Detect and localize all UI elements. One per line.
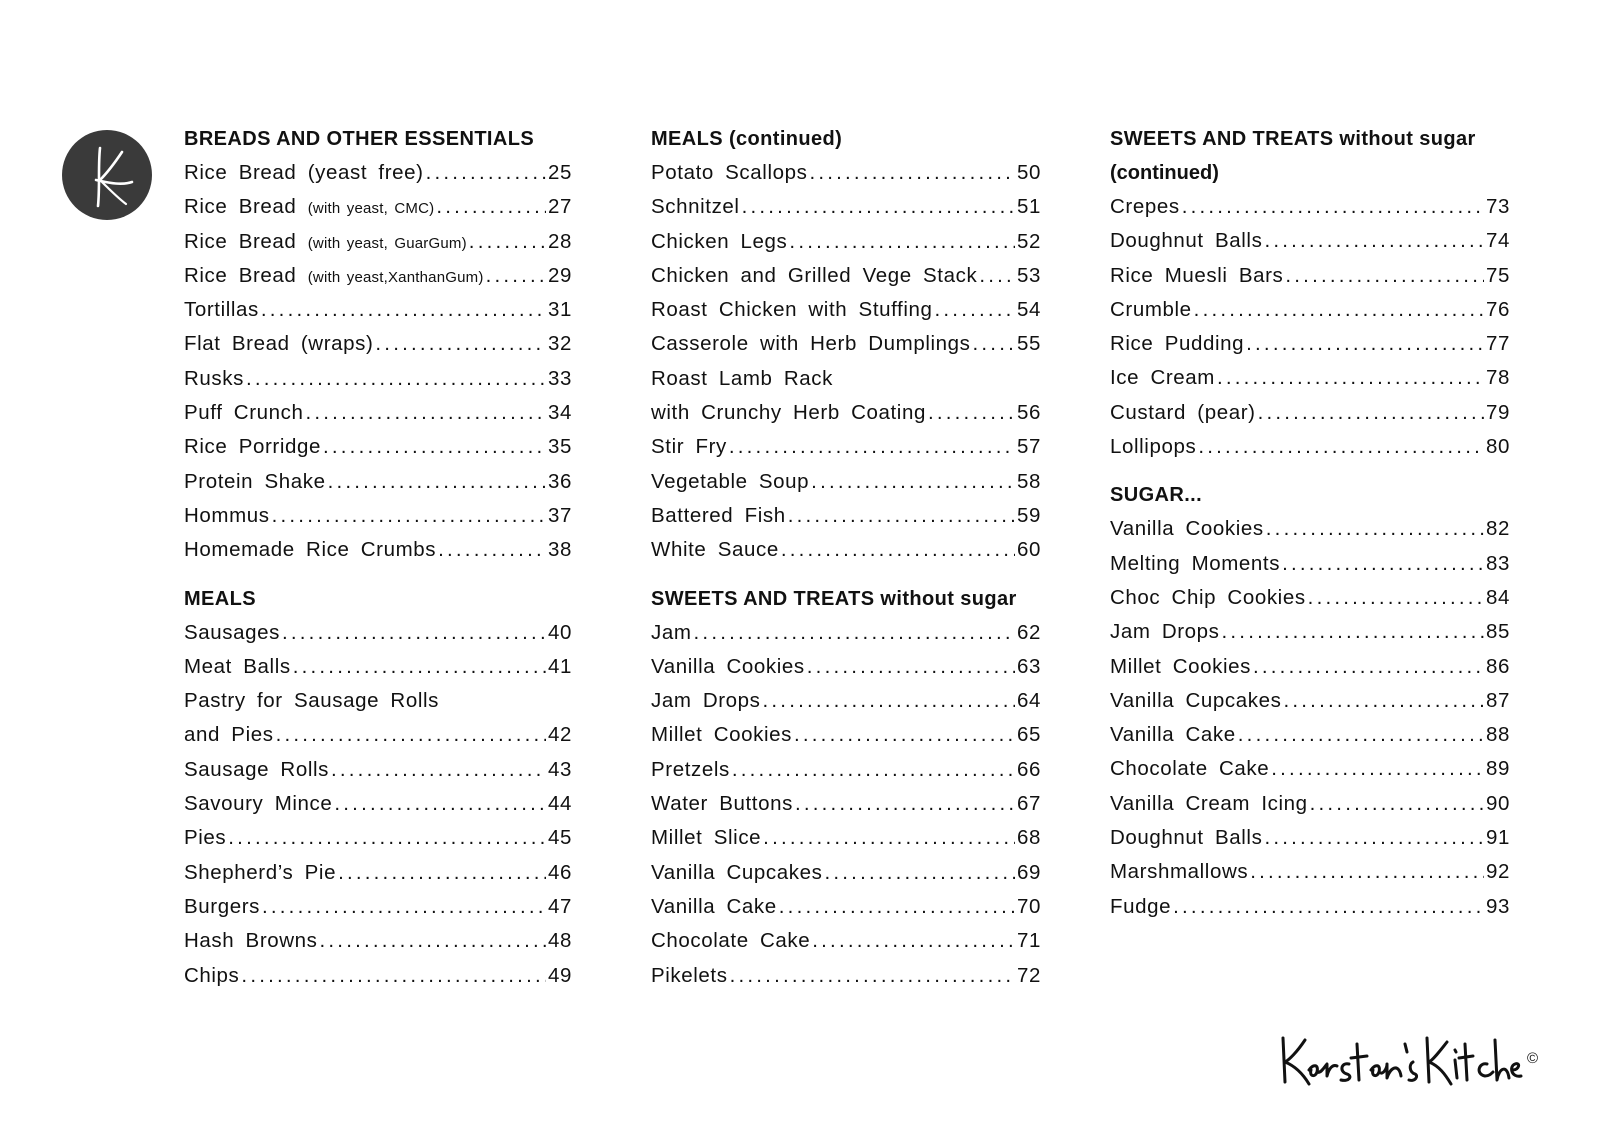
toc-page-number: 74	[1485, 229, 1510, 253]
toc-leader-dots	[1173, 890, 1484, 924]
toc-page-number: 35	[547, 435, 572, 459]
toc-leader-dots	[794, 718, 1015, 752]
toc-entry	[651, 327, 1041, 361]
breads-list	[184, 156, 572, 568]
toc-entry-title: Pretzels	[651, 757, 730, 781]
toc-entry-title: Water Buttons	[651, 792, 793, 816]
toc-entry-title: Crepes	[1110, 195, 1180, 218]
toc-entry-title: Doughnut Balls	[1110, 826, 1263, 850]
toc-page-number: 45	[547, 826, 572, 850]
toc-entry-title: Pikelets	[651, 963, 728, 987]
toc-page-number: 55	[1016, 332, 1041, 356]
section-title-sweets: SWEETS AND TREATS without sugar	[651, 587, 1017, 610]
toc-leader-dots	[338, 856, 546, 890]
toc-entry	[651, 959, 1041, 993]
toc-entry-title: Vanilla Cupcakes	[1110, 688, 1282, 712]
toc-leader-dots	[973, 327, 1015, 361]
toc-leader-dots	[1258, 396, 1484, 430]
toc-entry	[184, 787, 572, 821]
toc-entry-title: Rice Pudding	[1110, 332, 1245, 356]
toc-leader-dots	[276, 718, 546, 752]
toc-page-number: 85	[1485, 620, 1510, 644]
toc-leader-dots	[1253, 650, 1484, 684]
toc-leader-dots	[732, 753, 1015, 787]
toc-leader-dots	[979, 259, 1015, 293]
toc-entry	[1110, 615, 1510, 649]
toc-entry-note: (with yeast, GuarGum)	[307, 234, 467, 252]
toc-entry	[1110, 718, 1510, 752]
toc-entry-title: Flat Bread (wraps)	[184, 332, 374, 356]
toc-page-number: 50	[1016, 161, 1041, 184]
toc-leader-dots	[1282, 547, 1484, 581]
toc-page-number: 51	[1016, 195, 1041, 219]
toc-entry	[184, 533, 572, 567]
toc-entry	[651, 499, 1041, 533]
toc-entry-title: Chocolate Cake	[651, 929, 811, 953]
toc-leader-dots	[1246, 327, 1484, 361]
toc-entry-title: Sausages	[184, 620, 280, 644]
toc-page-number: 69	[1016, 860, 1041, 884]
toc-leader-dots	[763, 821, 1015, 855]
toc-leader-dots	[328, 465, 546, 499]
toc-entry-title: Roast Lamb Rack	[651, 366, 833, 390]
toc-entry	[184, 924, 572, 958]
toc-leader-dots	[1198, 430, 1484, 464]
toc-entry-title: Chocolate Cake	[1110, 757, 1270, 781]
toc-entry-title: Rice Bread (with yeast, CMC)	[184, 195, 435, 219]
toc-leader-dots	[282, 616, 546, 650]
toc-leader-dots	[1238, 718, 1484, 752]
section-title-sweets-continued: SWEETS AND TREATS without sugar	[1110, 128, 1476, 150]
toc-entry-title: Millet Cookies	[1110, 654, 1251, 678]
toc-entry	[651, 362, 1041, 396]
toc-leader-dots	[763, 684, 1015, 718]
toc-page-number: 79	[1485, 400, 1510, 424]
toc-leader-dots	[824, 856, 1015, 890]
toc-page-number: 36	[547, 469, 572, 493]
toc-page-number: 42	[547, 723, 572, 747]
toc-page-number: 87	[1485, 688, 1510, 712]
toc-leader-dots	[1250, 855, 1484, 889]
toc-entry	[184, 225, 572, 259]
toc-page-number: 90	[1485, 791, 1510, 815]
toc-leader-dots	[1194, 293, 1484, 327]
toc-leader-dots	[262, 890, 546, 924]
toc-page-number: 41	[547, 654, 572, 678]
toc-leader-dots	[375, 327, 546, 361]
toc-entry	[184, 959, 572, 993]
toc-leader-dots	[1271, 752, 1484, 786]
toc-entry-title: White Sauce	[651, 538, 779, 562]
toc-entry-title: Stir Fry	[651, 435, 727, 459]
toc-entry-title: Chips	[184, 963, 240, 987]
toc-page-number: 83	[1485, 551, 1510, 575]
toc-entry	[651, 616, 1041, 650]
toc-entry	[651, 787, 1041, 821]
toc-page-number: 72	[1016, 963, 1041, 987]
toc-column-3	[1110, 122, 1510, 924]
toc-page-number: 59	[1016, 503, 1041, 527]
toc-entry-title: Homemade Rice Crumbs	[184, 538, 437, 562]
toc-entry-title: Savoury Mince	[184, 792, 333, 816]
toc-page-number: 38	[547, 538, 572, 562]
toc-page-number: 66	[1016, 757, 1041, 781]
toc-entry-title: Marshmallows	[1110, 860, 1249, 884]
toc-page-number: 37	[547, 503, 572, 527]
toc-page-number: 71	[1016, 929, 1041, 953]
meals-list	[184, 616, 572, 993]
toc-entry	[651, 465, 1041, 499]
toc-page-number: 53	[1016, 263, 1041, 287]
toc-entry	[1110, 890, 1510, 924]
toc-entry	[184, 753, 572, 787]
toc-page-number: 89	[1485, 757, 1510, 781]
section-title-breads: BREADS AND OTHER ESSENTIALS	[184, 128, 535, 150]
toc-page-number: 57	[1016, 435, 1041, 459]
toc-entry-title: Tortillas	[184, 298, 259, 322]
toc-leader-dots	[935, 293, 1015, 327]
toc-page-number: 32	[547, 332, 572, 356]
toc-leader-dots	[486, 259, 546, 293]
toc-entry	[651, 821, 1041, 855]
toc-entry	[651, 753, 1041, 787]
toc-entry-title: Choc Chip Cookies	[1110, 585, 1306, 609]
toc-page-number: 56	[1016, 401, 1041, 425]
meals-continued-list	[651, 156, 1041, 568]
toc-entry	[1110, 821, 1510, 855]
toc-entry	[1110, 512, 1510, 546]
toc-leader-dots	[1264, 821, 1484, 855]
toc-entry	[1110, 855, 1510, 889]
toc-leader-dots	[228, 821, 546, 855]
toc-entry-title: Millet Cookies	[651, 723, 792, 747]
toc-entry-title: Casserole with Herb Dumplings	[651, 332, 971, 356]
toc-entry-title: Shepherd’s Pie	[184, 860, 337, 884]
toc-leader-dots	[469, 225, 546, 259]
toc-entry-title: Vanilla Cream Icing	[1110, 791, 1308, 815]
toc-entry-title: Pastry for Sausage Rolls	[184, 689, 439, 713]
toc-leader-dots	[1283, 684, 1484, 718]
toc-page-number: 46	[547, 860, 572, 884]
toc-entry	[184, 616, 572, 650]
toc-entry	[651, 684, 1041, 718]
toc-entry-title: Vanilla Cookies	[1110, 517, 1264, 541]
toc-page-number: 78	[1485, 366, 1510, 390]
sugar-list	[1110, 512, 1510, 924]
toc-page-number: 58	[1016, 469, 1041, 493]
toc-entry-title: Fudge	[1110, 894, 1172, 918]
toc-entry-title: Sausage Rolls	[184, 757, 329, 781]
toc-entry	[1110, 787, 1510, 821]
toc-leader-dots	[1266, 512, 1484, 546]
toc-entry	[184, 465, 572, 499]
toc-page-number: 27	[547, 195, 572, 219]
toc-leader-dots	[305, 396, 546, 430]
toc-leader-dots	[323, 430, 546, 464]
sweets-continued-list	[1110, 190, 1510, 464]
toc-page-number: 67	[1016, 792, 1041, 816]
toc-entry	[1110, 293, 1510, 327]
toc-leader-dots	[1264, 224, 1484, 258]
toc-page-number: 62	[1016, 620, 1041, 644]
toc-entry-title: Jam	[651, 620, 692, 644]
toc-entry	[184, 362, 572, 396]
toc-entry-title: Vanilla Cake	[1110, 723, 1236, 747]
toc-entry	[184, 293, 572, 327]
toc-entry	[184, 499, 572, 533]
toc-entry-title: Melting Moments	[1110, 551, 1281, 575]
toc-entry-title: Millet Slice	[651, 826, 762, 850]
toc-leader-dots	[241, 959, 546, 993]
toc-page-number: 88	[1485, 723, 1510, 747]
toc-leader-dots	[781, 533, 1015, 567]
toc-page-number: 33	[547, 366, 572, 390]
toc-leader-dots	[789, 225, 1015, 259]
toc-leader-dots	[334, 787, 546, 821]
toc-entry-title: Hash Browns	[184, 929, 318, 953]
toc-page-number: 70	[1016, 894, 1041, 918]
toc-entry-title: Crumble	[1110, 297, 1192, 321]
toc-page-number: 31	[547, 298, 572, 322]
toc-entry	[651, 718, 1041, 752]
toc-leader-dots	[809, 156, 1015, 190]
toc-entry-title: Vanilla Cake	[651, 894, 777, 918]
toc-page-number: 47	[547, 894, 572, 918]
toc-entry	[651, 890, 1041, 924]
toc-page-number: 68	[1016, 826, 1041, 850]
toc-entry-title: Custard (pear)	[1110, 400, 1256, 424]
section-subtitle-continued: (continued)	[1110, 162, 1219, 184]
toc-leader-dots	[272, 499, 546, 533]
toc-leader-dots	[331, 753, 546, 787]
toc-entry	[651, 430, 1041, 464]
toc-entry	[651, 396, 1041, 430]
toc-entry	[184, 821, 572, 855]
toc-entry	[184, 684, 572, 718]
toc-leader-dots	[1222, 615, 1484, 649]
toc-entry	[1110, 259, 1510, 293]
toc-page-number: 91	[1485, 826, 1510, 850]
toc-leader-dots	[1217, 361, 1484, 395]
toc-page-number: 73	[1485, 195, 1510, 218]
toc-page-number: 93	[1485, 894, 1510, 918]
toc-entry	[1110, 327, 1510, 361]
toc-entry-title: Schnitzel	[651, 195, 740, 219]
toc-entry-title: Rusks	[184, 366, 244, 390]
toc-page-number: 43	[547, 757, 572, 781]
toc-entry	[651, 156, 1041, 190]
toc-entry	[1110, 396, 1510, 430]
toc-entry	[1110, 224, 1510, 258]
toc-page-number: 52	[1016, 229, 1041, 253]
toc-entry	[651, 293, 1041, 327]
toc-entry-title: Lollipops	[1110, 435, 1197, 459]
toc-entry-title: Jam Drops	[651, 689, 761, 713]
toc-page-number: 49	[547, 963, 572, 987]
toc-leader-dots	[1310, 787, 1484, 821]
toc-entry-title: Vanilla Cookies	[651, 654, 805, 678]
section-title-meals: MEALS	[184, 587, 256, 610]
toc-leader-dots	[730, 959, 1015, 993]
toc-entry-title: Rice Bread (with yeast, GuarGum)	[184, 229, 467, 253]
toc-leader-dots	[246, 362, 546, 396]
sweets-list	[651, 616, 1041, 993]
toc-entry-title: Rice Muesli Bars	[1110, 263, 1284, 287]
toc-page-number: 75	[1485, 263, 1510, 287]
toc-leader-dots	[694, 616, 1015, 650]
toc-entry-title: Jam Drops	[1110, 620, 1220, 644]
toc-leader-dots	[1285, 259, 1484, 293]
toc-leader-dots	[293, 650, 546, 684]
toc-entry-title: Roast Chicken with Stuffing	[651, 298, 933, 322]
toc-entry	[651, 259, 1041, 293]
toc-entry-title: Pies	[184, 826, 227, 850]
toc-leader-dots	[811, 465, 1015, 499]
toc-column-1	[184, 122, 572, 993]
toc-entry-title: Rice Bread (yeast free)	[184, 161, 424, 184]
toc-entry-title: Rice Bread (with yeast,XanthanGum)	[184, 263, 484, 287]
toc-entry-title: with Crunchy Herb Coating	[651, 401, 926, 425]
toc-entry	[184, 856, 572, 890]
toc-page-number: 82	[1485, 517, 1510, 541]
toc-entry	[1110, 752, 1510, 786]
toc-page-number: 92	[1485, 860, 1510, 884]
kerstens-kitchen-signature	[1275, 1030, 1525, 1090]
toc-entry	[184, 718, 572, 752]
toc-entry	[651, 533, 1041, 567]
toc-leader-dots	[261, 293, 546, 327]
toc-page-number: 65	[1016, 723, 1041, 747]
toc-page-number: 80	[1485, 435, 1510, 459]
toc-entry	[1110, 581, 1510, 615]
toc-entry	[184, 890, 572, 924]
toc-leader-dots	[742, 190, 1015, 224]
toc-entry-title: Burgers	[184, 894, 260, 918]
section-title-meals-continued: MEALS (continued)	[651, 128, 843, 150]
toc-page-number: 28	[547, 229, 572, 253]
toc-entry-note: (with yeast,XanthanGum)	[307, 268, 484, 286]
toc-entry	[184, 327, 572, 361]
toc-entry	[651, 190, 1041, 224]
toc-entry-note: (with yeast, CMC)	[307, 200, 435, 218]
toc-page-number: 48	[547, 929, 572, 953]
toc-entry	[184, 259, 572, 293]
toc-entry	[184, 650, 572, 684]
toc-entry	[651, 924, 1041, 958]
toc-leader-dots	[928, 396, 1015, 430]
toc-entry-title: Doughnut Balls	[1110, 229, 1263, 253]
toc-leader-dots	[426, 156, 546, 190]
toc-entry-title: Battered Fish	[651, 503, 786, 527]
toc-leader-dots	[795, 787, 1015, 821]
toc-entry-title: Chicken Legs	[651, 229, 788, 253]
toc-entry	[651, 225, 1041, 259]
toc-entry	[651, 650, 1041, 684]
toc-leader-dots	[436, 190, 546, 224]
toc-page-number: 64	[1016, 689, 1041, 713]
toc-entry-title: Vanilla Cupcakes	[651, 860, 823, 884]
toc-leader-dots	[1308, 581, 1484, 615]
toc-entry-title: Rice Porridge	[184, 435, 321, 459]
toc-page-number: 77	[1485, 332, 1510, 356]
toc-page-number: 54	[1016, 298, 1041, 322]
toc-page-number: 76	[1485, 297, 1510, 321]
toc-entry	[184, 190, 572, 224]
toc-page-number: 40	[547, 620, 572, 644]
toc-entry	[651, 856, 1041, 890]
toc-leader-dots	[779, 890, 1015, 924]
toc-page-number: 84	[1485, 585, 1510, 609]
toc-page-number: 60	[1016, 538, 1041, 562]
toc-entry	[1110, 650, 1510, 684]
copyright-mark: ©	[1527, 1050, 1539, 1067]
toc-entry-title: and Pies	[184, 723, 274, 747]
toc-page-number: 44	[547, 792, 572, 816]
toc-page-number: 86	[1485, 654, 1510, 678]
toc-entry	[1110, 430, 1510, 464]
toc-entry-title: Chicken and Grilled Vege Stack	[651, 263, 978, 287]
toc-page-number: 29	[547, 263, 572, 287]
toc-leader-dots	[320, 924, 546, 958]
toc-entry	[1110, 684, 1510, 718]
toc-entry-title: Protein Shake	[184, 469, 326, 493]
toc-entry	[184, 156, 572, 190]
toc-column-2	[651, 122, 1041, 993]
toc-page-number: 63	[1016, 654, 1041, 678]
toc-leader-dots	[438, 533, 546, 567]
section-title-sugar: SUGAR...	[1110, 484, 1203, 507]
toc-entry-title: Puff Crunch	[184, 401, 304, 425]
toc-entry	[184, 396, 572, 430]
toc-leader-dots	[1182, 190, 1484, 224]
toc-entry-title: Vegetable Soup	[651, 469, 810, 493]
toc-entry-title: Meat Balls	[184, 654, 291, 678]
toc-leader-dots	[807, 650, 1015, 684]
toc-entry-title: Hommus	[184, 503, 270, 527]
toc-entry	[1110, 547, 1510, 581]
toc-entry-title: Potato Scallops	[651, 161, 808, 184]
toc-page-number: 25	[547, 161, 572, 184]
toc-page-number: 34	[547, 401, 572, 425]
toc-entry	[1110, 361, 1510, 395]
toc-entry	[184, 430, 572, 464]
toc-leader-dots	[729, 430, 1015, 464]
toc-leader-dots	[812, 924, 1015, 958]
brand-logo-icon	[62, 130, 152, 220]
toc-entry	[1110, 190, 1510, 224]
toc-entry-title: Ice Cream	[1110, 366, 1215, 390]
toc-leader-dots	[788, 499, 1015, 533]
